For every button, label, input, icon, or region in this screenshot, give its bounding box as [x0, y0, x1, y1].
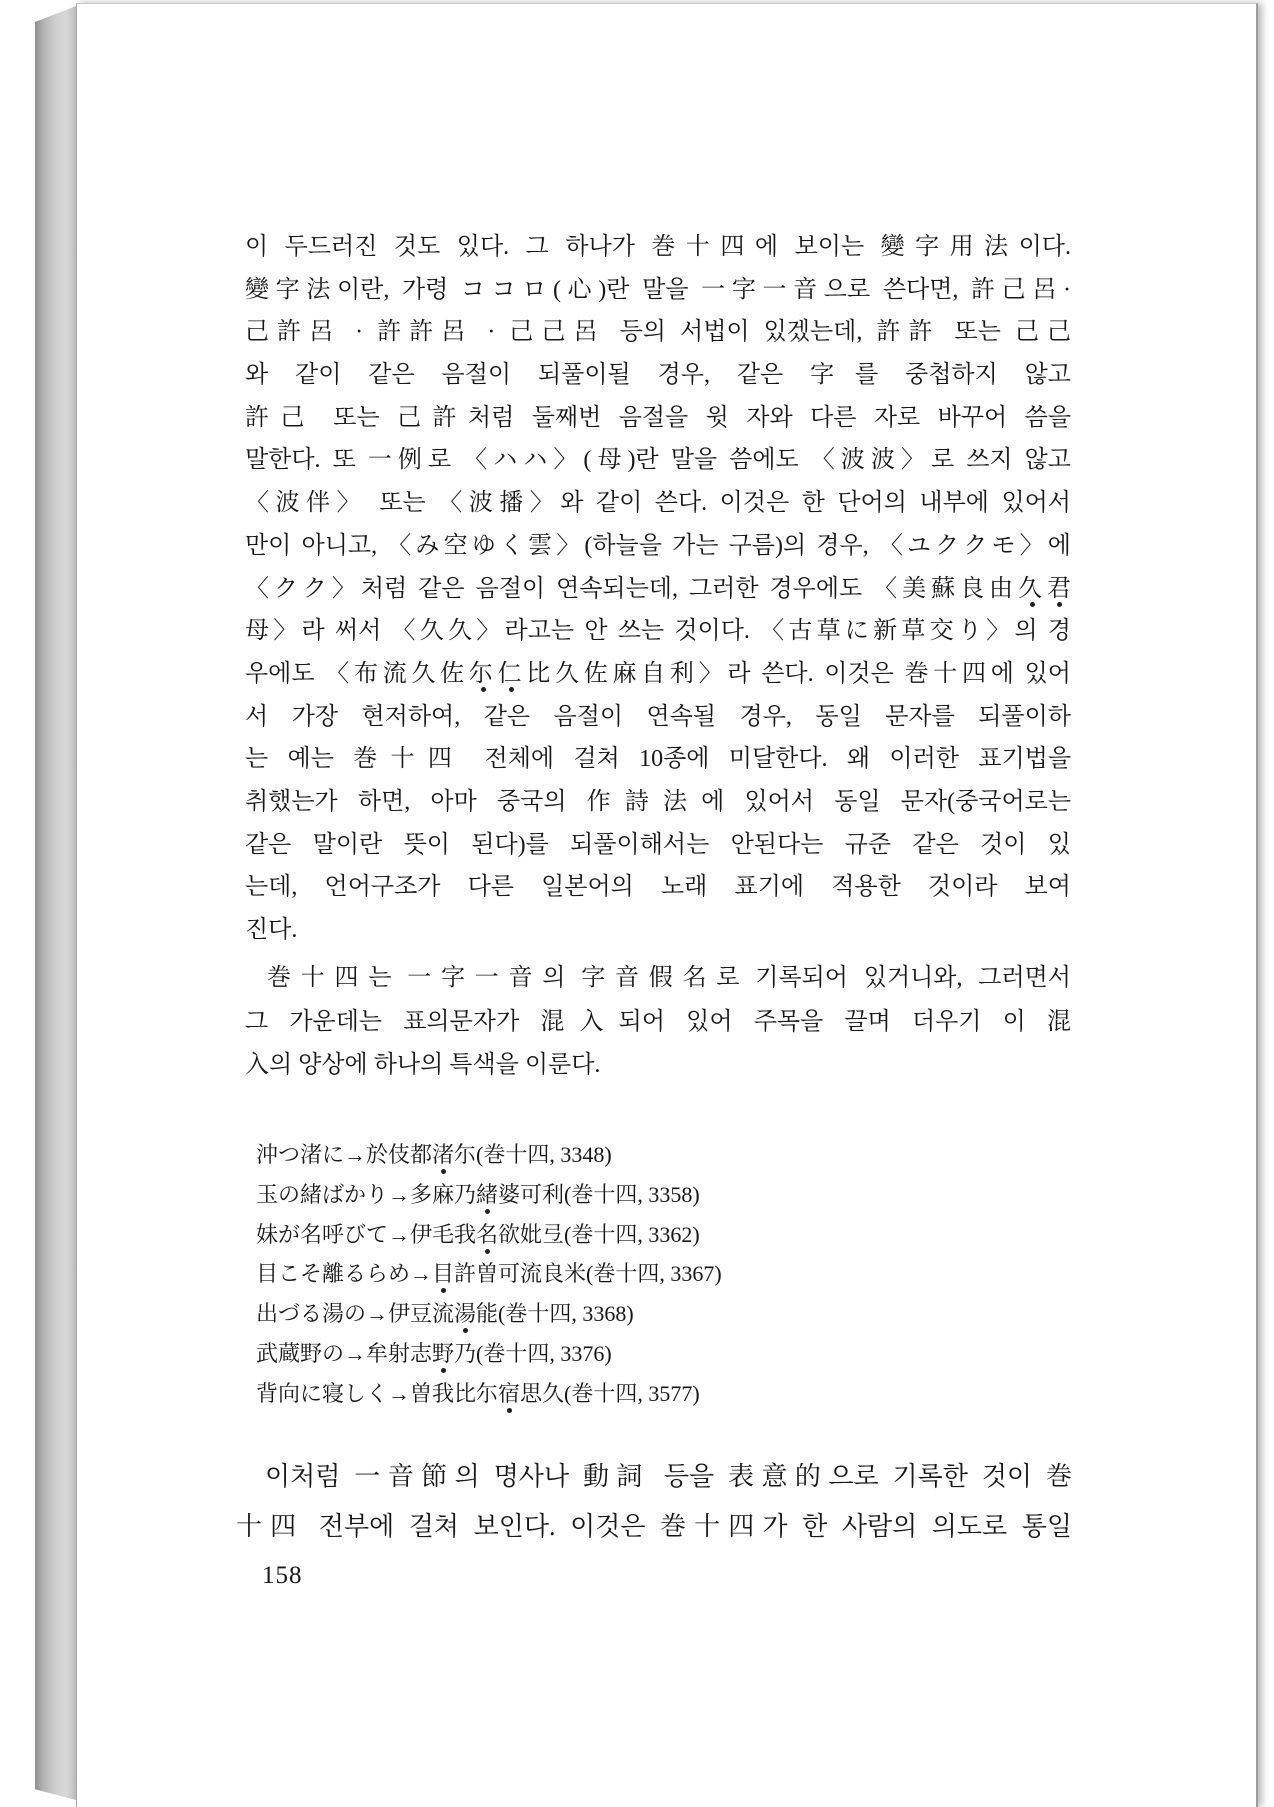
text-line: 그 가운데는 표의문자가 混入되어 있어 주목을 끌며 더우기 이 混: [245, 1008, 1071, 1035]
paragraph: [236, 1452, 1072, 1551]
text-line: 말한다. 또 一例로 〈ハハ〉(母)란 말을 씀에도 〈波波〉로 쓰지 않고: [245, 447, 1071, 474]
text-line: 와 같이 같은 음절이 되풀이될 경우, 같은 字를 중첩하지 않고: [245, 362, 1071, 389]
paragraph: [245, 226, 1071, 952]
text-line: [245, 653, 1071, 696]
text-segment: 欲妣弖(巻十四, 3362): [498, 1221, 700, 1247]
example-item: [256, 1215, 976, 1255]
text-segment: 우에도 〈布流久佐: [245, 660, 469, 687]
text-line: 같은 말이란 뜻이 된다)를 되풀이해서는 안된다는 규준 같은 것이 있: [245, 831, 1071, 858]
text-segment: 妹が名呼びて→伊毛我: [256, 1221, 477, 1247]
text-line: 취했는가 하면, 아마 중국의 作詩法에 있어서 동일 문자(중국어로는: [245, 788, 1071, 815]
text-segment: 婆可利(巻十四, 3358): [498, 1181, 700, 1207]
text-segment: 沖つ渚に→於伎都: [256, 1142, 433, 1167]
paragraph: [245, 957, 1071, 1088]
text-line: 는 예는 巻十四 전체에 걸쳐 10종에 미달한다. 왜 이러한 표기법을: [245, 746, 1071, 773]
text-line: 己許呂 · 許許呂 · 己己呂 등의 서법이 있겠는데, 許許 또는 己己: [245, 319, 1071, 346]
text-line: 〈波伴〉 또는 〈波播〉와 같이 쓴다. 이것은 한 단어의 내부에 있어서: [245, 490, 1071, 517]
text-segment: 比久佐麻自利〉라 쓴다. 이것은 巻十四에 있어: [526, 660, 1071, 687]
example-item: [256, 1175, 976, 1215]
emphasized-char: 君: [1047, 575, 1071, 602]
emphasized-char: 緒: [476, 1181, 499, 1207]
text-segment: 出づる湯の→伊豆流: [256, 1301, 455, 1326]
text-segment: 玉の緒ばかり→多麻乃: [256, 1181, 477, 1207]
text-segment: 背向に寝しく→曽我比尓: [256, 1380, 499, 1406]
text-line: 母〉라 써서 〈久久〉라고는 안 쓰는 것이다. 〈古草に新草交り〉의 경: [245, 618, 1071, 645]
text-segment: 〈クク〉처럼 같은 음절이 연속되는데, 그러한 경우에도 〈美蘇良由: [245, 575, 1019, 602]
text-line: 이처럼 一音節의 명사나 動詞 등을 表意的으로 기록한 것이 巻: [265, 1462, 1072, 1491]
text-segment: 許曽可流良米(巻十四, 3367): [454, 1261, 722, 1287]
text-segment: 能(巻十四, 3368): [476, 1301, 634, 1326]
example-item: [256, 1374, 976, 1414]
emphasized-char: 湯: [454, 1301, 477, 1326]
emphasized-char: 久: [1018, 575, 1047, 602]
text-segment: 乃(巻十四, 3376): [454, 1340, 612, 1366]
emphasized-char: 仁: [497, 660, 527, 687]
example-item: [256, 1254, 976, 1294]
book-spine: [35, 0, 76, 1800]
text-line: 入의 양상에 하나의 특색을 이룬다.: [245, 1052, 601, 1078]
text-segment: 尓(巻十四, 3348): [454, 1142, 612, 1167]
emphasized-char: 宿: [498, 1380, 521, 1406]
example-item: [256, 1334, 976, 1374]
example-item: [256, 1135, 976, 1175]
text-line: 진다.: [245, 917, 298, 943]
text-line: [245, 568, 1071, 611]
emphasized-char: 名: [476, 1221, 499, 1247]
text-line: 만이 아니고, 〈み空ゆく雲〉(하늘을 가는 구름)의 경우, 〈ユククモ〉에: [245, 532, 1071, 559]
text-segment: 思久(巻十四, 3577): [520, 1380, 700, 1406]
text-line: 서 가장 현저하여, 같은 음절이 연속될 경우, 동일 문자를 되풀이하: [245, 703, 1071, 730]
text-line: 許己 또는 己許처럼 둘째번 음절을 윗 자와 다른 자로 바꾸어 씀을: [245, 404, 1071, 431]
example-list: [256, 1135, 976, 1413]
emphasized-char: 目: [432, 1261, 455, 1287]
page-number: 158: [262, 1562, 303, 1589]
text-line: 十四 전부에 걸쳐 보인다. 이것은 巻十四가 한 사람의 의도로 통일: [236, 1511, 1072, 1541]
emphasized-char: 尓: [468, 660, 498, 687]
emphasized-char: 野: [432, 1340, 455, 1366]
text-line: 變字法이란, 가령 ココロ(心)란 말을 一字一音으로 쓴다면, 許己呂·: [245, 276, 1071, 303]
text-segment: 武蔵野の→牟射志: [256, 1340, 433, 1366]
text-line: 巻十四는 一字一音의 字音假名로 기록되어 있거니와, 그러면서: [267, 965, 1071, 991]
text-line: 는데, 언어구조가 다른 일본어의 노래 표기에 적용한 것이라 보여: [245, 874, 1071, 901]
example-item: [256, 1294, 976, 1334]
emphasized-char: 渚: [432, 1142, 455, 1167]
text-line: 이 두드러진 것도 있다. 그 하나가 巻十四에 보이는 變字用法이다.: [245, 234, 1071, 260]
text-segment: 目こそ離るらめ→: [256, 1261, 433, 1287]
